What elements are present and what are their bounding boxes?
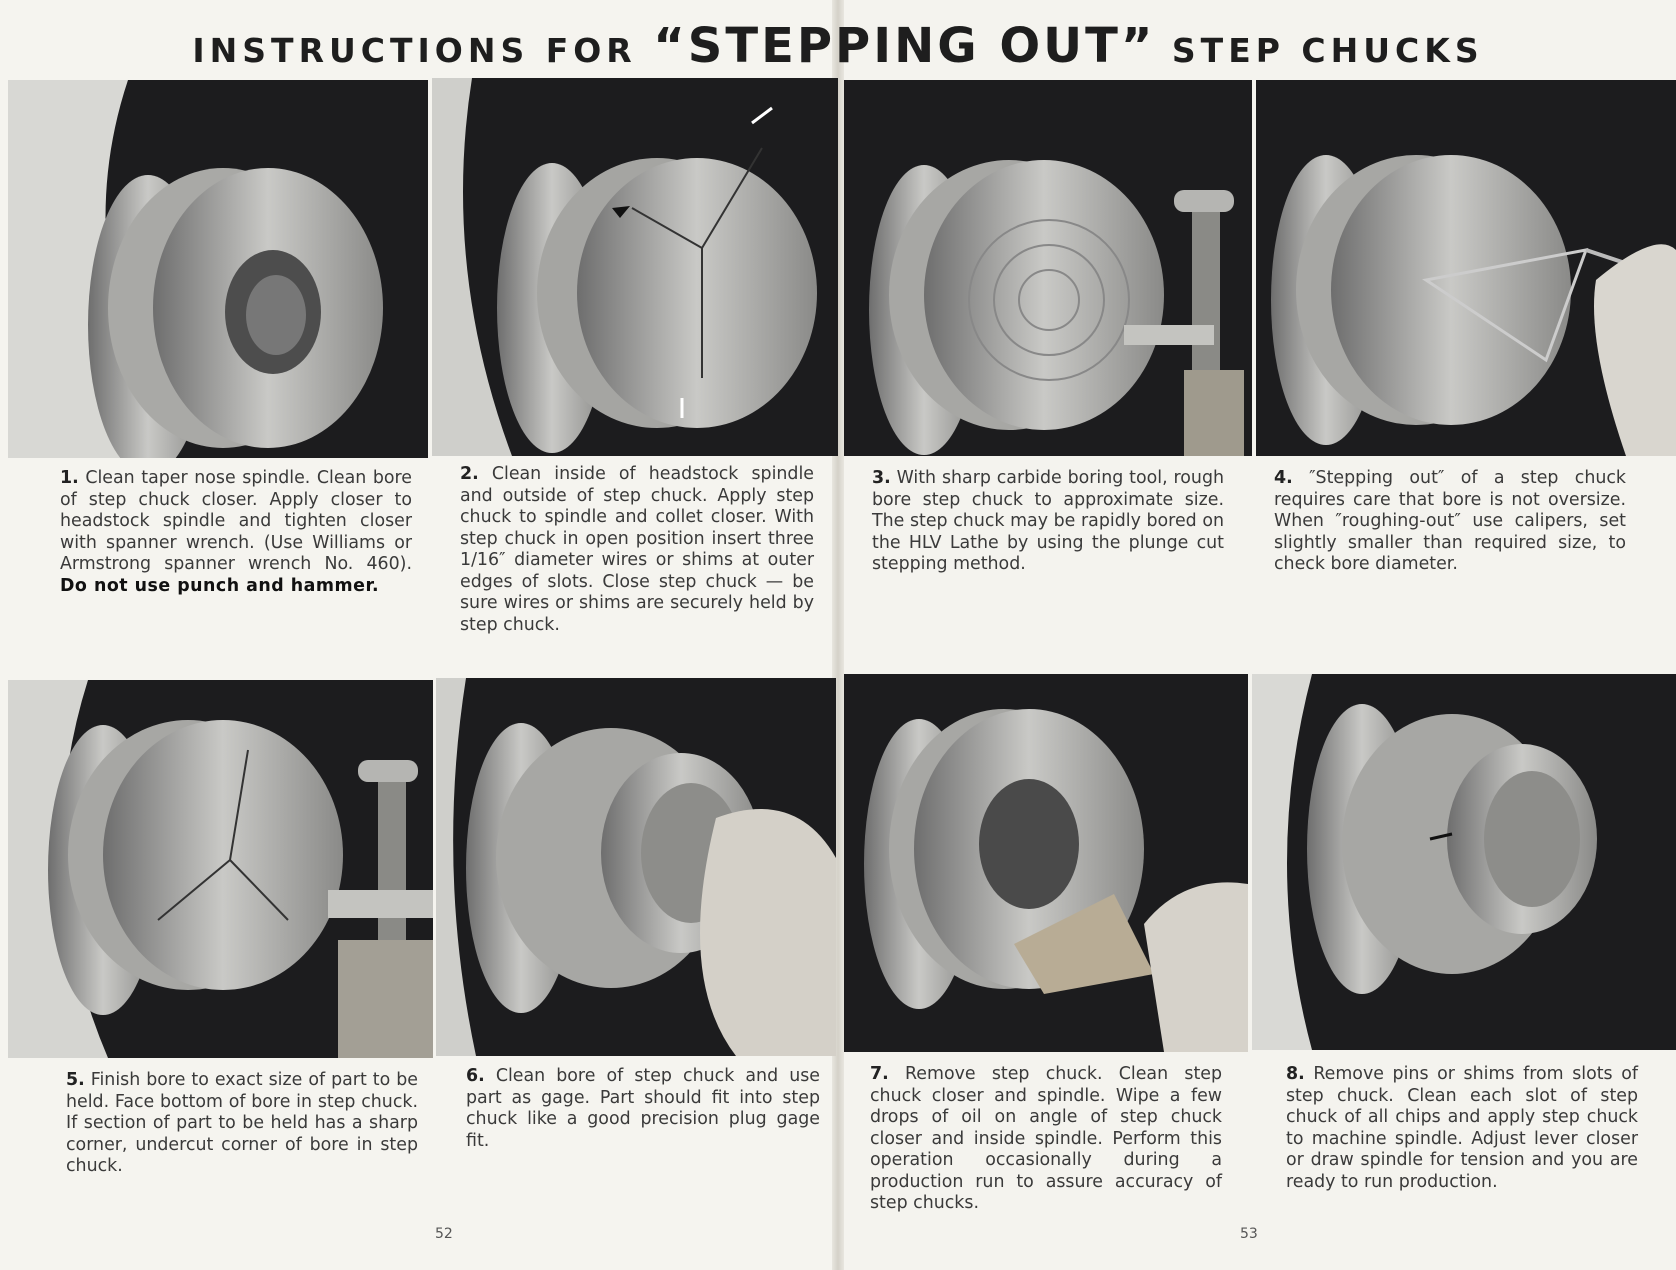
step-1-number: 1.	[60, 468, 79, 488]
step-5-number: 5.	[66, 1070, 85, 1090]
step-4-number: 4.	[1274, 468, 1293, 488]
caption-step-2	[460, 464, 814, 636]
caption-step-5	[66, 1070, 418, 1178]
photo-step-1	[8, 80, 428, 458]
photo-step-2	[432, 78, 838, 456]
step-4-text: ″Stepping out″ of a step chuck requires care that bore is not oversize. When ″roughing-out″ use calipers, set slightly smaller than required size, to check bore diameter.	[1274, 468, 1627, 574]
caption-step-4	[1274, 468, 1626, 576]
step-6-text: Clean bore of step chuck and use part as gage. Part should fit into step chuck like a good precision plug gage fit.	[466, 1066, 820, 1151]
caption-step-3	[872, 468, 1224, 576]
step-8-number: 8.	[1286, 1064, 1305, 1084]
caption-step-1	[60, 468, 412, 597]
step-1-text: Clean taper nose spindle. Clean bore of step chuck closer. Apply closer to headstock spindle and tighten closer with spanner wrench. (Use Williams or Armstrong spanner wrench No. 460).	[60, 468, 413, 574]
photo-step-6	[436, 678, 836, 1056]
caption-step-6	[466, 1066, 820, 1152]
page-title	[0, 18, 1676, 74]
photo-step-3	[844, 80, 1252, 456]
step-3-number: 3.	[872, 468, 891, 488]
step-8-text: Remove pins or shims from slots of step chuck. Clean each slot of step chuck of all chips and apply step chuck to machine spindle. Adjust lever closer or draw spindle for tension and you are ready to run production.	[1286, 1064, 1639, 1192]
title-suffix: STEP CHUCKS	[1155, 31, 1484, 70]
step-2-text: Clean inside of headstock spindle and outside of step chuck. Apply step chuck to spindle and collet closer. With step chuck in open position insert three 1/16″ diameter wires or shims at outer edges of slots. Close step chuck — be sure wires or shims are securely held by step chuck.	[460, 464, 814, 635]
photo-step-5	[8, 680, 433, 1058]
step-6-number: 6.	[466, 1066, 485, 1086]
step-3-text: With sharp carbide boring tool, rough bore step chuck to approximate size. The step chuck may be rapidly bored on the HLV Lathe by using the plunge cut stepping method.	[872, 468, 1224, 574]
page-number-left: 52	[435, 1226, 453, 1242]
step-5-text: Finish bore to exact size of part to be held. Face bottom of bore in step chuck. If section of part to be held has a sharp corner, undercut corner of bore in step chuck.	[66, 1070, 418, 1176]
step-1-warning: Do not use punch and hammer.	[60, 575, 380, 596]
step-7-number: 7.	[870, 1064, 889, 1084]
caption-step-7	[870, 1064, 1222, 1215]
title-emphasis: “STEPPING OUT”	[653, 18, 1156, 74]
step-7-text: Remove step chuck. Clean step chuck closer and spindle. Wipe a few drops of oil on angle of step chuck closer and inside spindle. Perform this operation occasionally during a production run to assure accuracy of step chucks.	[870, 1064, 1223, 1213]
photo-step-8	[1252, 674, 1676, 1050]
title-prefix: INSTRUCTIONS FOR	[192, 31, 654, 70]
page-number-right: 53	[1240, 1226, 1258, 1242]
caption-step-8	[1286, 1064, 1638, 1193]
step-2-number: 2.	[460, 464, 479, 484]
photo-step-4	[1256, 80, 1676, 456]
photo-step-7	[844, 674, 1248, 1052]
